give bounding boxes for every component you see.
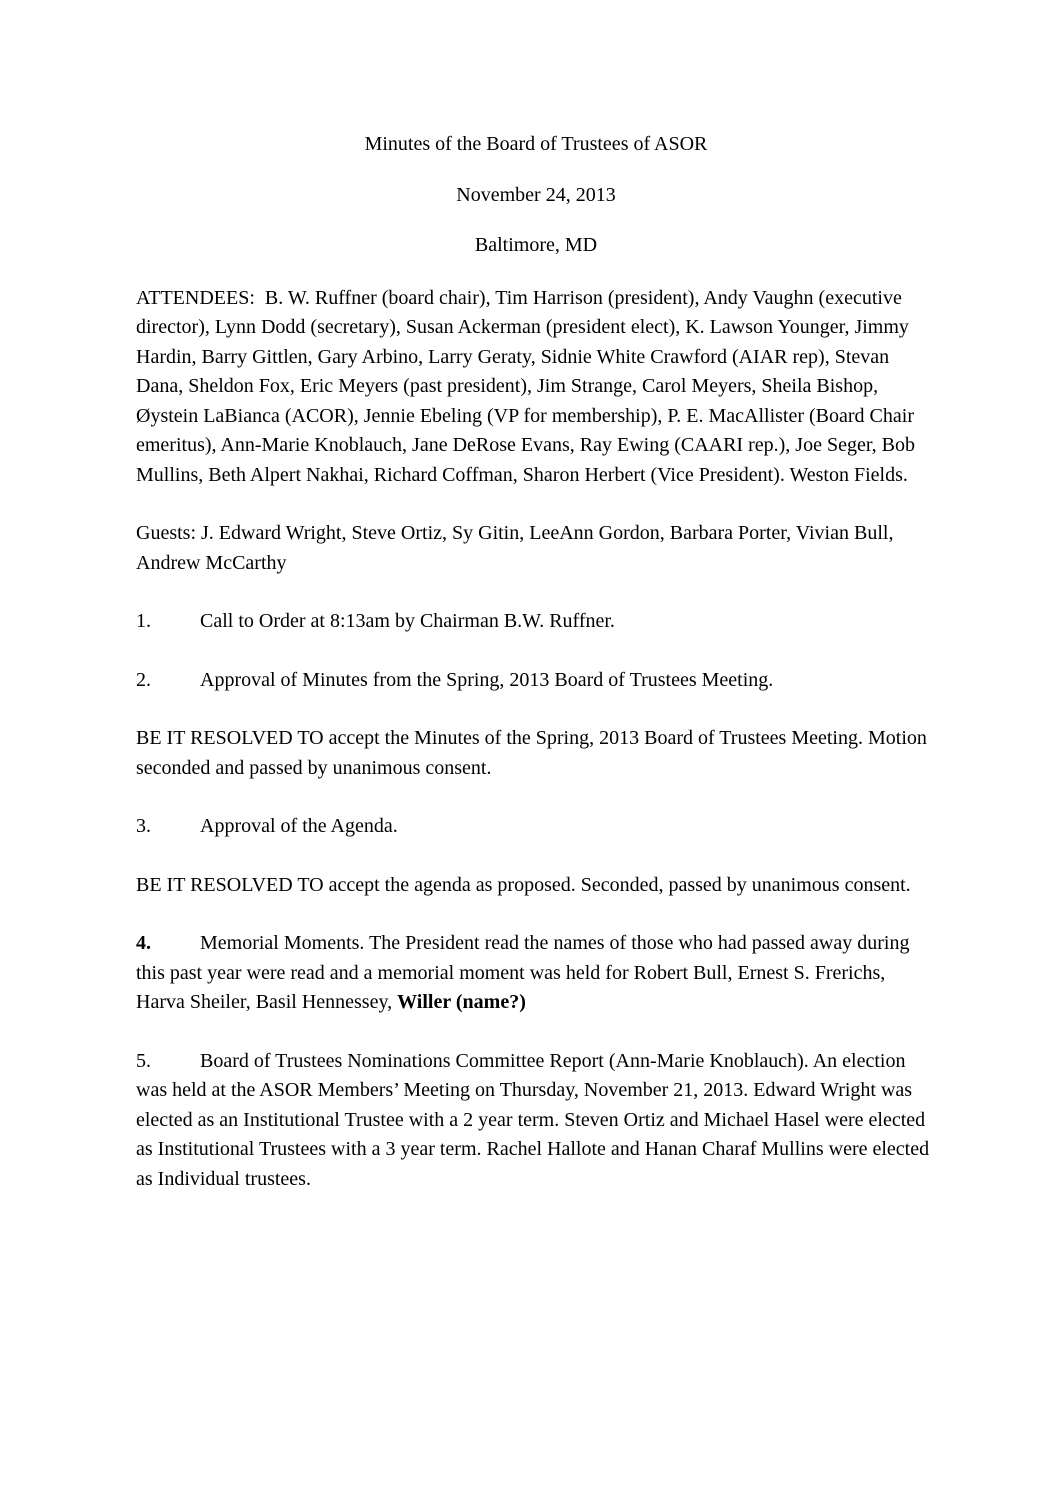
- meeting-location: Baltimore, MD: [474, 234, 598, 256]
- agenda-item-2: [136, 666, 936, 696]
- agenda-item-1: [136, 607, 936, 637]
- guests-paragraph: Guests: J. Edward Wright, Steve Ortiz, Sy Gitin, LeeAnn Gordon, Barbara Porter, Vivian Bull, Andrew McCarthy: [136, 522, 894, 574]
- meeting-date: November 24, 2013: [456, 183, 616, 206]
- agenda-item-4: [136, 929, 936, 1018]
- resolution-agenda: BE IT RESOLVED TO accept the agenda as proposed. Seconded, passed by unanimous consent.: [136, 873, 911, 896]
- item-number: 4.: [136, 932, 151, 954]
- attendees-paragraph: [136, 284, 936, 491]
- item-number: 3.: [136, 815, 151, 837]
- item-text: Memorial Moments. The President read the names of those who had passed away during this past year were read and a memorial moment was held for Robert Bull, Ernest S. Frerichs, Harva Sheiler, Basil Hennessey,: [136, 932, 910, 1013]
- resolution-minutes: BE IT RESOLVED TO accept the Minutes of the Spring, 2013 Board of Trustees Meeting. Motion seconded and passed by unanimous consent.: [136, 727, 927, 779]
- agenda-item-3: [136, 812, 936, 842]
- item-text: Call to Order at 8:13am by Chairman B.W. Ruffner.: [200, 610, 615, 632]
- item-text: Board of Trustees Nominations Committee Report (Ann-Marie Knoblauch). An election was held at the ASOR Members’ Meeting on Thursday, November 21, 2013. Edward Wright was elected as an Institutional Trustee with a 2 year term. Steven Ortiz and Michael Hasel were elected as Institutional Trustees with a 3 year term. Rachel Hallote and Hanan Charaf Mullins were elected as Individual trustees.: [136, 1049, 930, 1190]
- attendees-list: B. W. Ruffner (board chair), Tim Harrison (president), Andy Vaughn (executive director), Lynn Dodd (secretary), Susan Ackerman (president elect), K. Lawson Younger, Jimmy Hardin, Barry Gittlen, Gary Arbino, Larry Geraty, Sidnie White Crawford (AIAR rep), Stevan Dana, Sheldon Fox, Eric Meyers (past president), Jim Strange, Carol Meyers, Sheila Bishop, Øystein LaBianca (ACOR), Jennie Ebeling (VP for membership), P. E. MacAllister (Board Chair emeritus), Ann-Marie Knoblauch, Jane DeRose Evans, Ray Ewing (CAARI rep.), Joe Seger, Bob Mullins, Beth Alpert Nakhai, Richard Coffman, Sharon Herbert (Vice President). Weston Fields.: [136, 286, 916, 486]
- item-number: 2.: [136, 668, 151, 691]
- item-text: Approval of the Agenda.: [200, 815, 398, 837]
- document-body: [136, 130, 936, 1223]
- item-number: 1.: [136, 610, 151, 632]
- document-title: Minutes of the Board of Trustees of ASOR: [364, 133, 708, 155]
- agenda-item-5: [136, 1047, 936, 1195]
- item-number: 5.: [136, 1049, 151, 1072]
- attendees-label: ATTENDEES:: [136, 286, 255, 309]
- item-bold-note: Willer (name?): [397, 991, 526, 1013]
- item-text: Approval of Minutes from the Spring, 2013 Board of Trustees Meeting.: [200, 668, 774, 691]
